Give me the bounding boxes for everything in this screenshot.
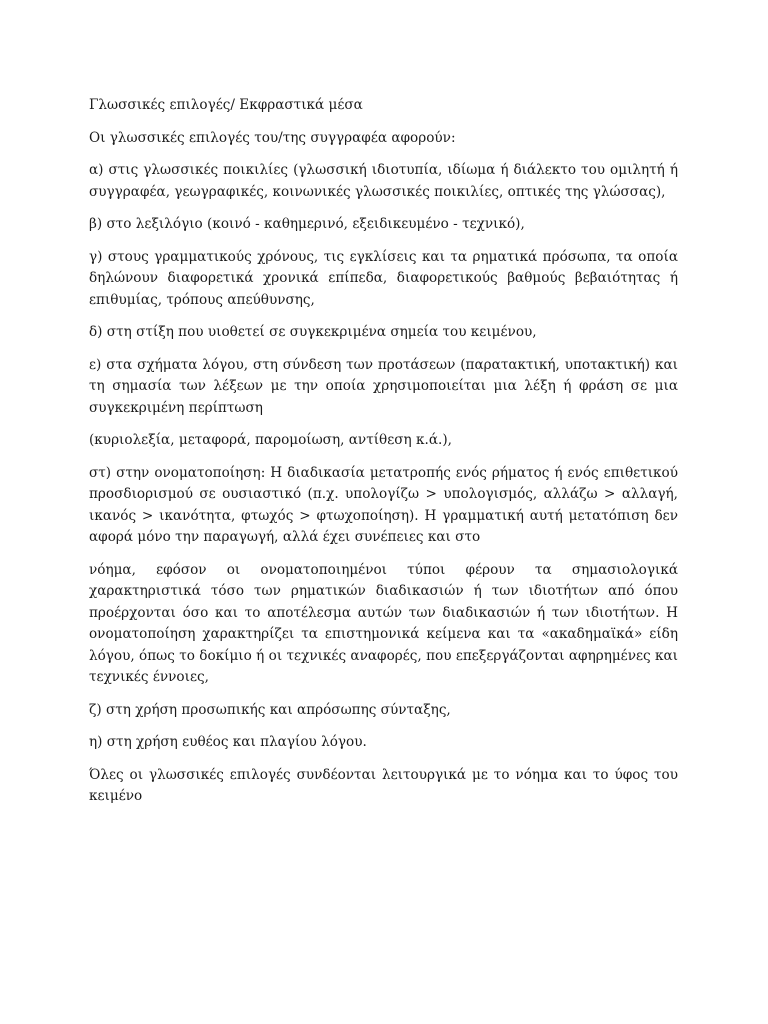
list-item-d: δ) στη στίξη που υιοθετεί σε συγκεκριμένα σημεία του κειμένου, <box>89 324 537 340</box>
list-item-a: α) στις γλωσσικές ποικιλίες (γλωσσική ιδιοτυπία, ιδίωμα ή διάλεκτο του ομιλητή ή συγγραφέα, γεωγραφικές, κοινωνικές γλωσσικές ποικιλίες, οπτικές της γλώσσας), <box>89 162 678 200</box>
intro-paragraph: Οι γλωσσικές επιλογές του/της συγγραφέα αφορούν: <box>89 129 456 146</box>
list-item-st: στ) στην ονοματοποίηση: Η διαδικασία μετατροπής ενός ρήματος ή ενός επιθετικού προσδιορισμού σε ουσιαστικό (π.χ. υπολογίζω > υπολογισμός, αλλάζω > αλλαγή, ικανός > ικανότητα, φτωχός > φτωχοποίηση). Η γραμματική αυτή μετατόπιση δεν αφορά μόνο την παραγωγή, αλλά έχει συνέπειες και στο <box>89 464 678 545</box>
list-item-i: η) στη χρήση ευθέος και πλαγίου λόγου. <box>89 734 367 750</box>
list-item-z: ζ) στη χρήση προσωπικής και απρόσωπης σύνταξης, <box>89 701 451 718</box>
list-item-st-continued: νόημα, εφόσον οι ονοματοποιημένοι τύποι φέρουν τα σημασιολογικά χαρακτηριστικά τόσο των ρηματικών διαδικασιών ή των ιδιοτήτων από όπου προέρχονται όσο και το αποτέλεσμα αυτών των διαδικασιών ή των ιδιοτήτων. Η ονοματοποίηση χαρακτηρίζει τα επιστημονικά κείμενα και τα «ακαδημαϊκά» είδη λόγου, όπως το δοκίμιο ή οι τεχνικές αναφορές, που επεξεργάζονται αφηρημένες και τεχνικές έννοιες, <box>89 561 678 685</box>
list-item-e: ε) στα σχήματα λόγου, στη σύνδεση των προτάσεων (παρατακτική, υποτακτική) και τη σημασία των λέξεων με την οποία χρησιμοποιείται μια λέξη ή φράση σε μια συγκεκριμένη περίπτωση <box>89 356 678 416</box>
list-item-c: γ) στους γραμματικούς χρόνους, τις εγκλίσεις και τα ρηματικά πρόσωπα, τα οποία δηλώνουν διαφορετικά χρονικά επίπεδα, διαφορετικούς βαθμούς βεβαιότητας ή επιθυμίας, τρόπους απεύθυνσης, <box>89 248 678 308</box>
document-page <box>89 95 678 819</box>
list-item-e-continued: (κυριολεξία, μεταφορά, παρομοίωση, αντίθεση κ.ά.), <box>89 432 452 448</box>
list-item-b: β) στο λεξιλόγιο (κοινό - καθημερινό, εξειδικευμένο - τεχνικό), <box>89 216 525 232</box>
document-title: Γλωσσικές επιλογές/ Εκφραστικά μέσα <box>89 97 363 113</box>
conclusion-paragraph: Όλες οι γλωσσικές επιλογές συνδέονται λειτουργικά με το νόημα και το ύφος του κειμένο <box>89 766 678 804</box>
